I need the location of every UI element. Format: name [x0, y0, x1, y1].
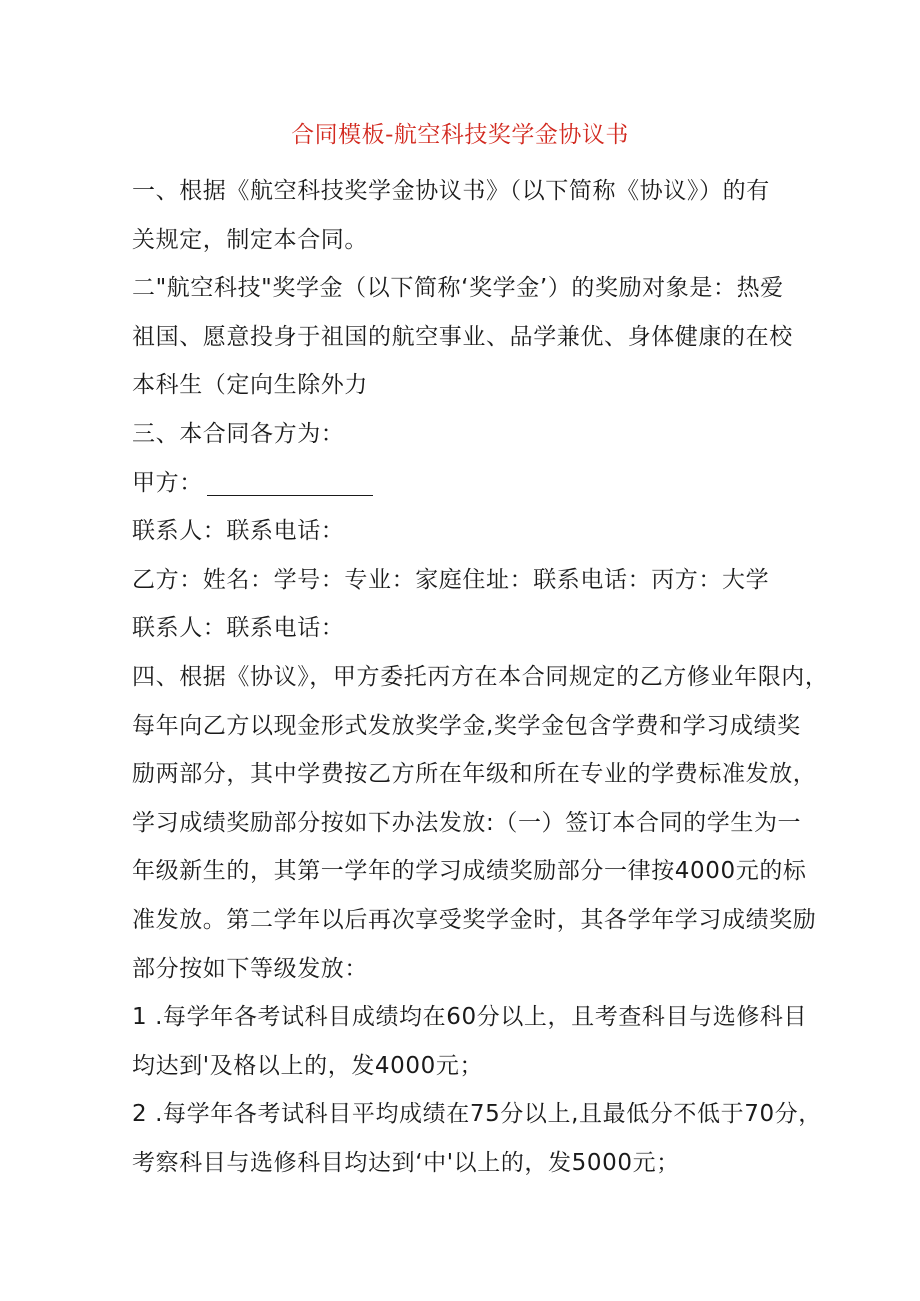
paragraph-line: 学习成绩奖励部分按如下办法发放:（一）签订本合同的学生为一 — [132, 809, 802, 836]
paragraph-line: 励两部分，其中学费按乙方所在年级和所在专业的学费标准发放， — [132, 761, 817, 788]
paragraph-line: 祖国、愿意投身于祖国的航空事业、品学兼优、身体健康的在校 — [132, 323, 793, 350]
paragraph-line: 关规定，制定本合同。 — [132, 226, 368, 253]
paragraph-line: 年级新生的，其第一学年的学习成绩奖励部分一律按4000元的标 — [132, 858, 807, 885]
party-a-blank — [207, 467, 373, 496]
paragraph-line: 联系人：联系电话： — [132, 615, 345, 642]
document-body — [132, 167, 829, 1187]
paragraph-line: 部分按如下等级发放： — [132, 955, 368, 982]
paragraph-line: 四、根据《协议》，甲方委托丙方在本合同规定的乙方修业年限内， — [132, 663, 829, 690]
paragraph-line: 本科生（定向生除外力 — [132, 372, 368, 399]
list-item-continuation: 考察科目与选修科目均达到‘中'以上的，发5000元； — [132, 1149, 680, 1176]
paragraph-line: 准发放。第二学年以后再次享受奖学金时，其各学年学习成绩奖励 — [132, 906, 817, 933]
list-item: 1 .每学年各考试科目成绩均在60分以上，且考查科目与选修科目 — [132, 1004, 808, 1031]
party-a-label: 甲方： — [132, 469, 203, 496]
party-a-line — [132, 459, 802, 508]
paragraph-line: 二"航空科技"奖学金（以下简称‘奖学金’）的奖励对象是：热爱 — [132, 275, 784, 302]
paragraph-line: 乙方：姓名：学号：专业：家庭住址：联系电话：丙方：大学 — [132, 566, 770, 593]
list-item: 2 .每学年各考试科目平均成绩在75分以上,且最低分不低于70分， — [132, 1101, 822, 1128]
paragraph-line: 一、根据《航空科技奖学金协议书》（以下简称《协议》）的有 — [132, 178, 770, 204]
paragraph-line: 三、本合同各方为： — [132, 420, 345, 447]
paragraph-line: 联系人：联系电话： — [132, 518, 345, 545]
list-item-continuation: 均达到'及格以上的，发4000元； — [132, 1052, 484, 1079]
paragraph-line: 每年向乙方以现金形式发放奖学金,奖学金包含学费和学习成绩奖 — [132, 712, 801, 739]
document-title: 合同模板-航空科技奖学金协议书 — [291, 122, 629, 148]
